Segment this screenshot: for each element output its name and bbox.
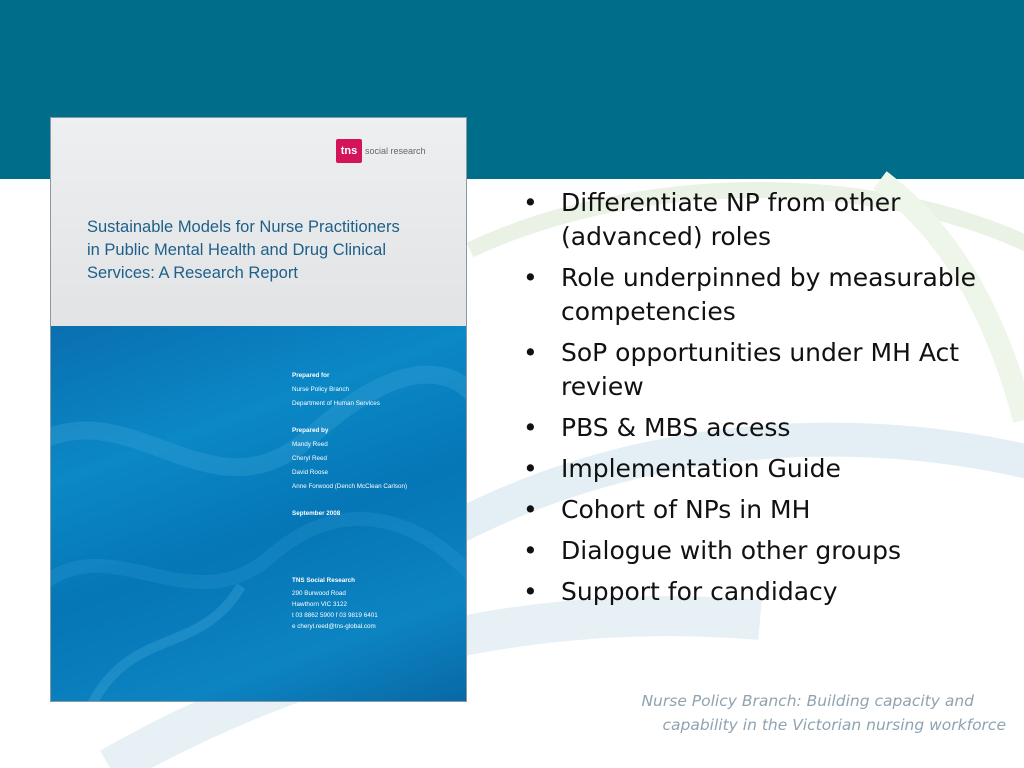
- bullet-text: Support for candidacy: [561, 577, 838, 606]
- bullet-list: [520, 186, 990, 616]
- bullet-item: [520, 534, 990, 568]
- bullet-item: [520, 452, 990, 486]
- report-cover-image: [51, 118, 466, 701]
- bullet-glyph: •: [523, 413, 538, 442]
- organisation-address: [292, 588, 462, 632]
- bullet-glyph: •: [523, 495, 538, 524]
- report-title: Sustainable Models for Nurse Practitioners in Public Mental Health and Drug Clinical Services: A Research Report: [87, 218, 400, 282]
- bullet-item: [520, 186, 990, 254]
- prepared-by-line: David Roose: [292, 469, 329, 476]
- footer-line-2: capability in the Victorian nursing workforce: [662, 716, 1006, 734]
- address-line: Hawthorn VIC 3122: [292, 601, 347, 608]
- bullet-item: [520, 575, 990, 609]
- tns-logo-mark: tns: [336, 139, 362, 163]
- bullet-text: PBS & MBS access: [561, 413, 791, 442]
- prepared-by-line: Anne Forwood (Dench McClean Carlson): [292, 483, 408, 490]
- bullet-text: Implementation Guide: [561, 454, 841, 483]
- bullet-glyph: •: [523, 454, 538, 483]
- prepared-for-label: Prepared for: [292, 372, 330, 379]
- bullet-glyph: •: [523, 263, 538, 292]
- bullet-text: Dialogue with other groups: [561, 536, 901, 565]
- bullet-text: Differentiate NP from other (advanced) roles: [561, 188, 901, 251]
- report-date: September 2008: [292, 510, 341, 517]
- organisation-name: TNS Social Research: [292, 577, 355, 584]
- footer-line-1: Nurse Policy Branch: Building capacity and: [641, 692, 974, 710]
- address-line: e cheryl.reed@tns-global.com: [292, 623, 376, 630]
- bullet-glyph: •: [523, 188, 538, 217]
- prepared-for-line: Department of Human Services: [292, 400, 380, 407]
- bullet-glyph: •: [523, 577, 538, 606]
- tns-logo: [336, 139, 426, 163]
- bullet-item: [520, 261, 990, 329]
- address-line: t 03 8862 5900 f 03 9819 6401: [292, 612, 378, 619]
- tns-logo-text: social research: [365, 146, 426, 156]
- prepared-by-label: Prepared by: [292, 427, 329, 434]
- bullet-item: [520, 336, 990, 404]
- cover-top-panel: [51, 118, 466, 326]
- bullet-text: SoP opportunities under MH Act review: [561, 338, 960, 401]
- bullet-text: Role underpinned by measurable competencies: [561, 263, 977, 326]
- bullet-text: Cohort of NPs in MH: [561, 495, 811, 524]
- prepared-by-line: Mandy Reed: [292, 441, 328, 448]
- bullet-glyph: •: [523, 536, 538, 565]
- prepared-for-line: Nurse Policy Branch: [292, 386, 350, 393]
- footer-tagline: [641, 689, 1006, 737]
- bullet-glyph: •: [523, 338, 538, 367]
- bullet-item: [520, 493, 990, 527]
- address-line: 290 Burwood Road: [292, 590, 346, 597]
- bullet-item: [520, 411, 990, 445]
- prepared-by-line: Cheryl Reed: [292, 455, 327, 462]
- cover-details: [292, 369, 462, 632]
